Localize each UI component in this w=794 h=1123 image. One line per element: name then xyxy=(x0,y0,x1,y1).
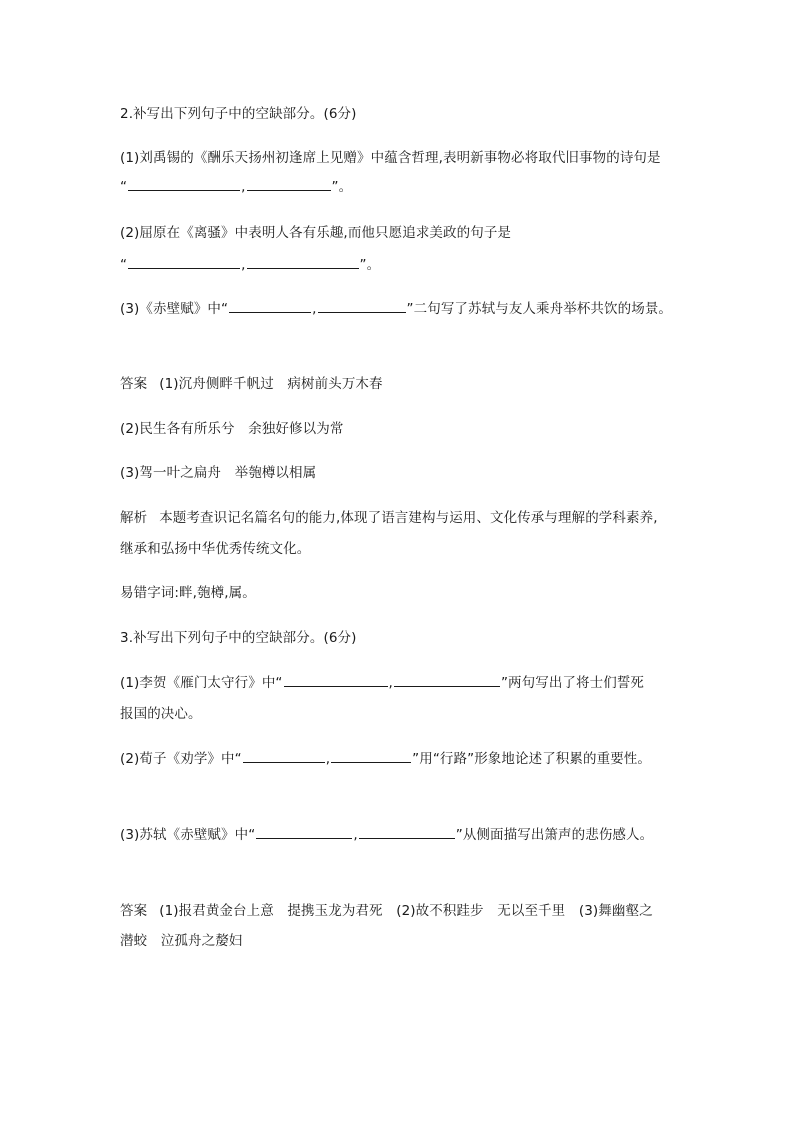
suffix-text: ”从侧面描写出箫声的悲伤感人。 xyxy=(455,827,654,843)
comma: , xyxy=(241,179,246,195)
answer-text: (1)报君黄金台上意 提携玉龙为君死 (2)故不积跬步 无以至千里 (3)舞幽壑之 xyxy=(159,903,653,919)
question-2-title: 2.补写出下列句子中的空缺部分。(6分) xyxy=(120,106,357,122)
answer-blank[interactable] xyxy=(128,178,240,191)
answer-2-line-3: (3)驾一叶之扁舟 举匏樽以相属 xyxy=(120,465,317,481)
question-3-item-1 xyxy=(120,674,644,692)
answer-label: 答案 xyxy=(120,376,148,392)
analysis-2-line-1 xyxy=(120,509,658,527)
answer-3-line-1 xyxy=(120,902,653,920)
answer-blank[interactable] xyxy=(128,256,240,269)
prefix-text: (1)李贺《雁门太守行》中“ xyxy=(120,675,283,691)
answer-3-line-2: 潜蛟 泣孤舟之嫠妇 xyxy=(120,933,243,949)
open-quote: “ xyxy=(120,257,128,273)
comma: , xyxy=(312,301,317,317)
answer-blank[interactable] xyxy=(318,300,406,313)
suffix-text: ”两句写出了将士们誓死 xyxy=(500,675,645,691)
question-3-item-2 xyxy=(120,750,651,768)
answer-blank[interactable] xyxy=(243,750,325,763)
prefix-text: (3)苏轼《赤壁赋》中“ xyxy=(120,827,256,843)
answer-blank[interactable] xyxy=(331,750,411,763)
question-2-item-1-blanks xyxy=(120,178,352,196)
suffix-text: ”用“行路”形象地论述了积累的重要性。 xyxy=(412,751,652,767)
analysis-2-line-2: 继承和弘扬中华优秀传统文化。 xyxy=(120,541,311,557)
prefix-text: (3)《赤壁赋》中“ xyxy=(120,301,229,317)
comma: , xyxy=(325,751,331,767)
close-quote: ”。 xyxy=(331,179,353,195)
answer-blank[interactable] xyxy=(247,178,331,191)
answer-2-line-1 xyxy=(120,375,383,393)
comma: , xyxy=(241,257,246,273)
close-quote: ”。 xyxy=(359,257,381,273)
answer-blank[interactable] xyxy=(256,826,352,839)
suffix-text: ”二句写了苏轼与友人乘舟举杯共饮的场景。 xyxy=(406,301,673,317)
answer-2-line-2: (2)民生各有所乐兮 余独好修以为常 xyxy=(120,421,344,437)
answer-text: (1)沉舟侧畔千帆过 病树前头万木春 xyxy=(159,376,383,392)
answer-blank[interactable] xyxy=(394,674,500,687)
comma: , xyxy=(353,827,358,843)
answer-blank[interactable] xyxy=(284,674,388,687)
question-3-title: 3.补写出下列句子中的空缺部分。(6分) xyxy=(120,630,357,646)
question-3-item-3 xyxy=(120,826,653,844)
analysis-text: 本题考查识记名篇名句的能力,体现了语言建构与运用、文化传承与理解的学科素养, xyxy=(159,510,658,526)
question-2-item-1: (1)刘禹锡的《酬乐天扬州初逢席上见赠》中蕴含哲理,表明新事物必将取代旧事物的诗句是 xyxy=(120,150,661,166)
answer-blank[interactable] xyxy=(359,826,455,839)
analysis-label: 解析 xyxy=(120,510,148,526)
question-2-item-3 xyxy=(120,300,672,318)
error-prone-words: 易错字词:畔,匏樽,属。 xyxy=(120,585,256,601)
question-2-item-2: (2)屈原在《离骚》中表明人各有乐趣,而他只愿追求美政的句子是 xyxy=(120,225,512,241)
comma: , xyxy=(388,675,393,691)
answer-label: 答案 xyxy=(120,903,148,919)
open-quote: “ xyxy=(120,179,128,195)
answer-blank[interactable] xyxy=(247,256,359,269)
answer-blank[interactable] xyxy=(229,300,311,313)
question-2-item-2-blanks xyxy=(120,256,380,274)
question-3-item-1-cont: 报国的决心。 xyxy=(120,706,202,722)
prefix-text: (2)荀子《劝学》中“ xyxy=(120,751,242,767)
